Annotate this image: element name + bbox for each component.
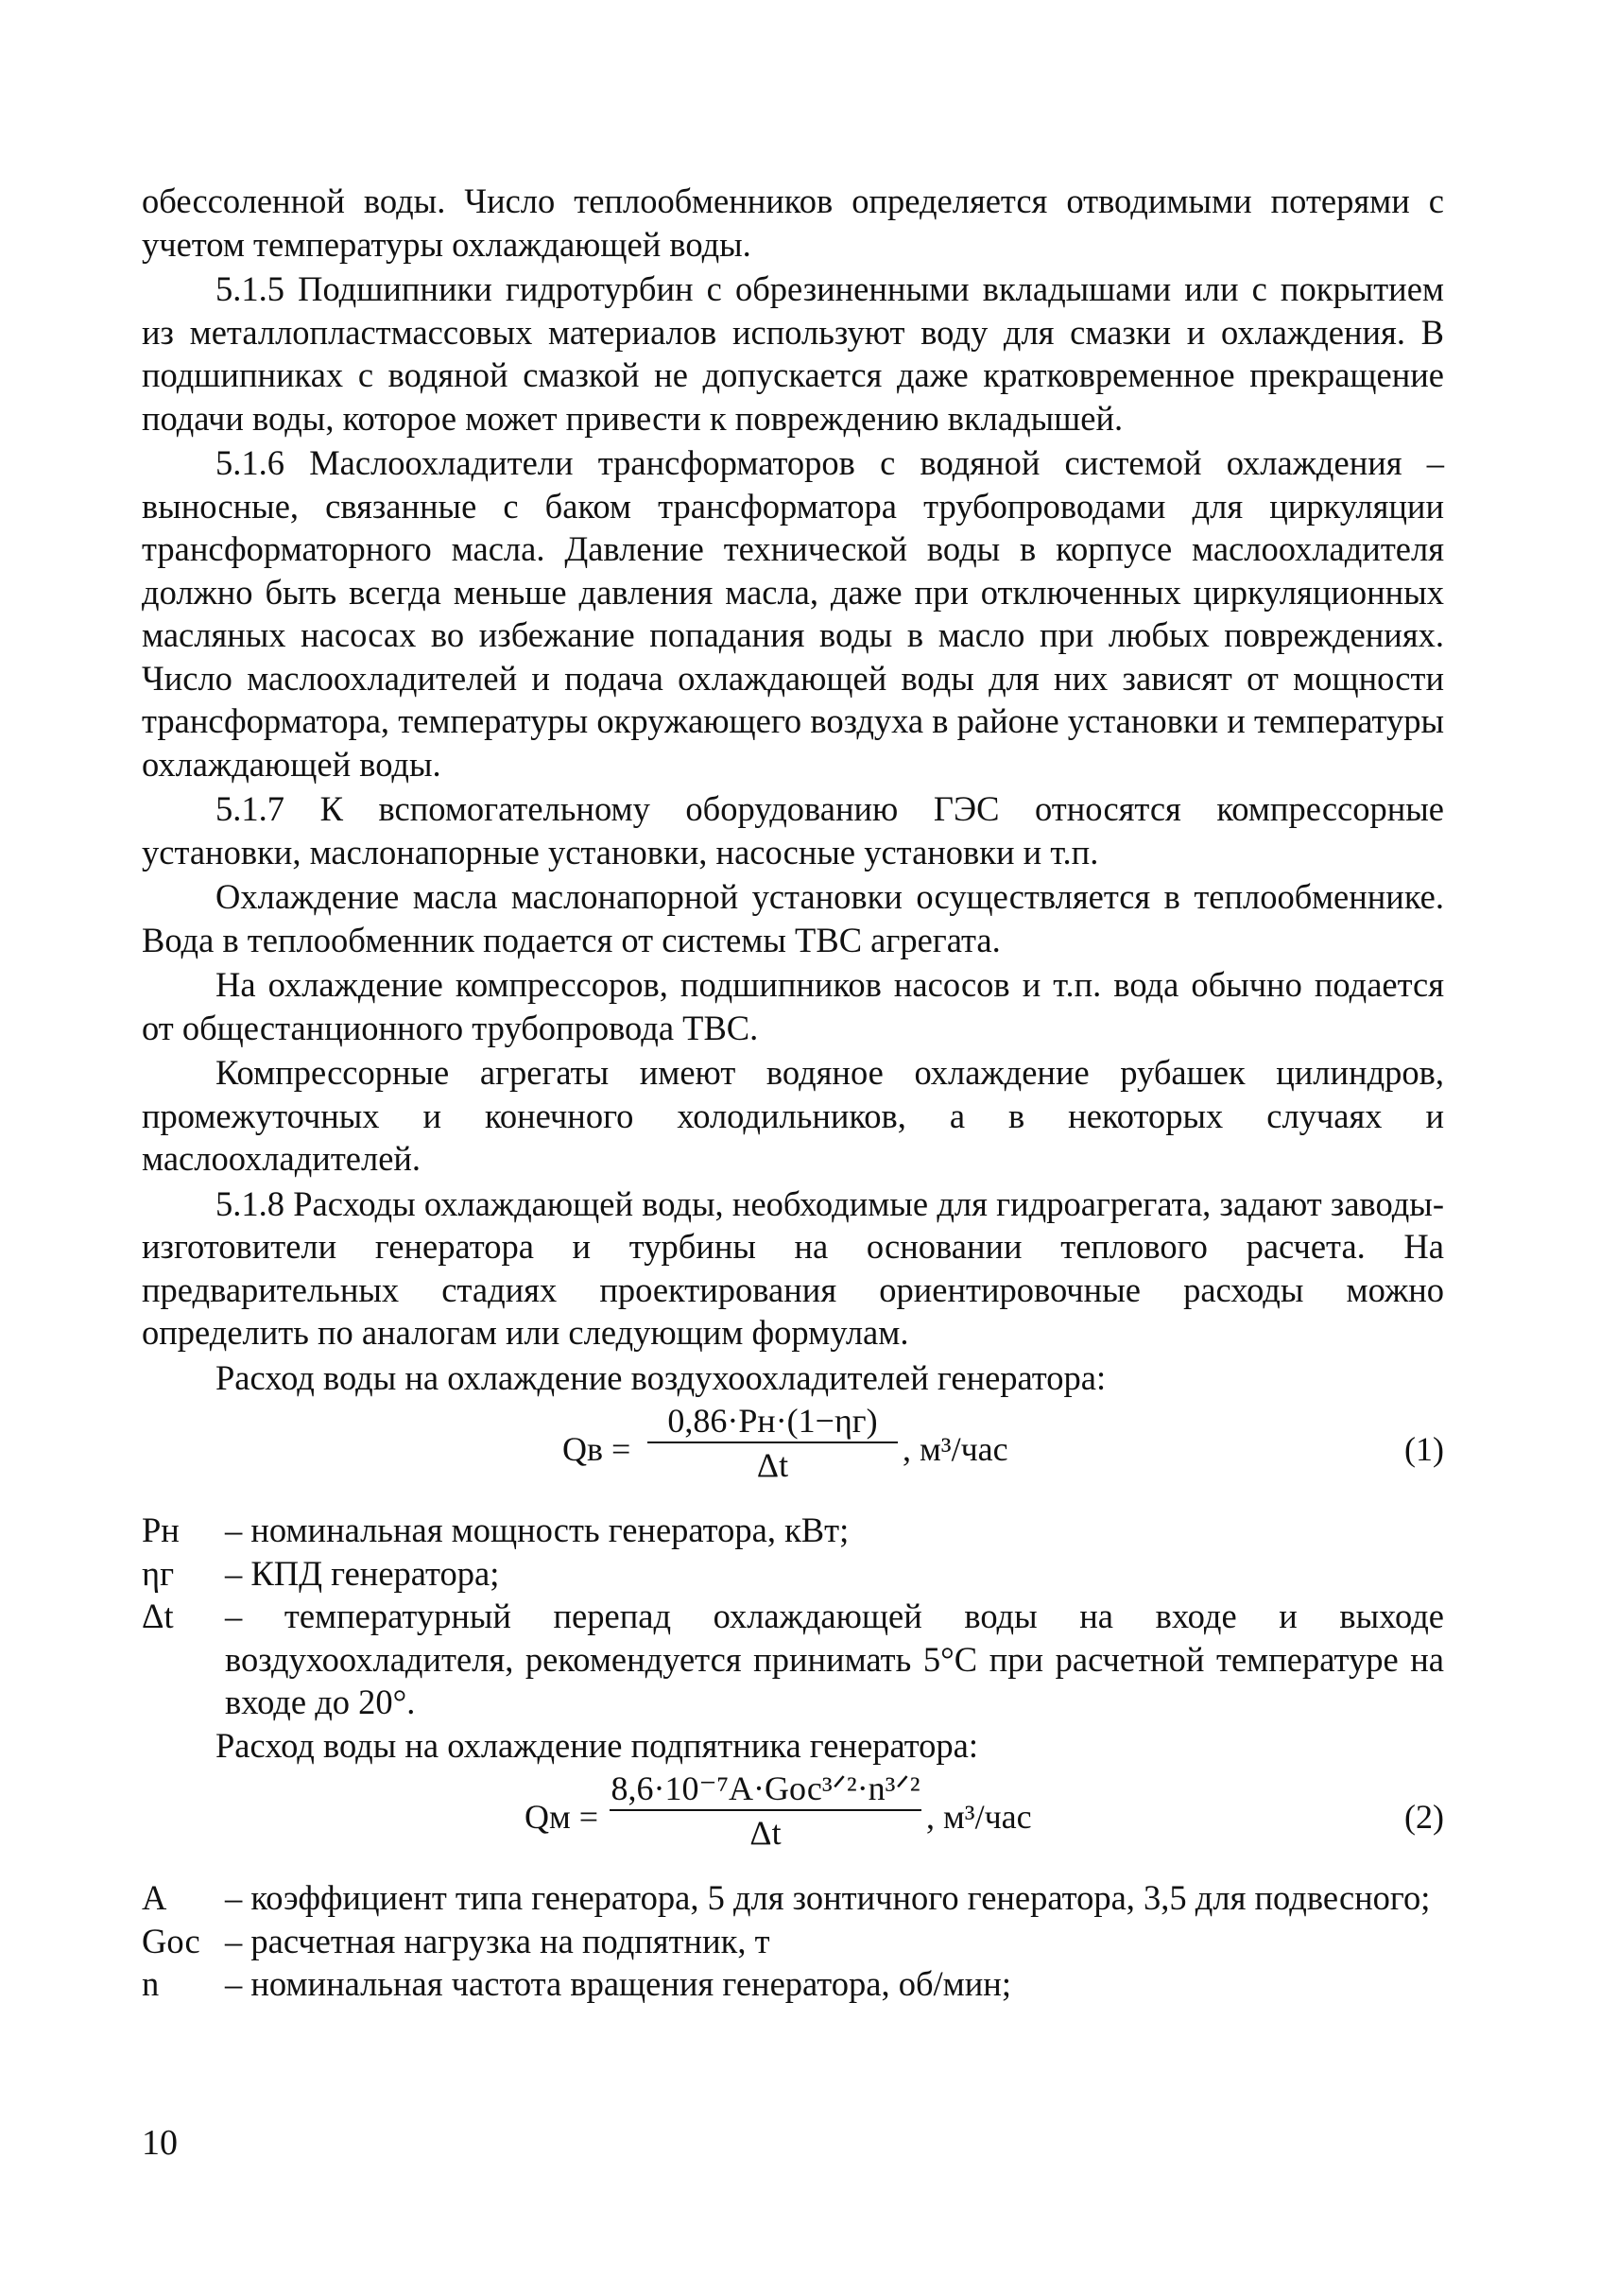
definition-text: – номинальная частота вращения генератора, об/мин; bbox=[225, 1964, 1011, 2003]
definition-symbol: Δt bbox=[142, 1597, 174, 1635]
paragraph-formula2-intro: Расход воды на охлаждение подпятника генератора: bbox=[215, 1725, 979, 1765]
definition-row bbox=[142, 1920, 1444, 1963]
definition-row bbox=[142, 1552, 1444, 1596]
paragraph-formula1-intro: Расход воды на охлаждение воздухоохладителей генератора: bbox=[215, 1357, 1107, 1397]
formula-1-fraction bbox=[647, 1401, 898, 1485]
definition-text: – температурный перепад охлаждающей воды на входе и выходе воздухоохладителя, рекомендуется принимать 5°С при расчетной температуре на входе до 20°. bbox=[225, 1597, 1444, 1721]
definition-symbol: A bbox=[142, 1878, 167, 1917]
definition-row bbox=[142, 1876, 1444, 1920]
definition-row bbox=[142, 1509, 1444, 1552]
paragraph-compressor-cooling: На охлаждение компрессоров, подшипников насосов и т.п. вода обычно подается от общестанционного трубопровода ТВС. bbox=[142, 965, 1444, 1047]
definition-row bbox=[142, 1962, 1444, 2006]
definition-text: – коэффициент типа генератора, 5 для зонтичного генератора, 3,5 для подвесного; bbox=[225, 1878, 1431, 1917]
formula-2-fraction bbox=[610, 1769, 921, 1853]
formula-2-definitions bbox=[142, 1876, 1444, 2006]
paragraph-5-1-8: 5.1.8 Расходы охлаждающей воды, необходимые для гидроагрегата, задают заводы-изготовители генератора и турбины на основании теплового расчета. На предварительных стадиях проектирования ориентировочные расходы можно определить по аналогам или следующим формулам. bbox=[142, 1183, 1444, 1352]
definition-symbol: Gос bbox=[142, 1921, 200, 1960]
fraction-bar bbox=[610, 1809, 921, 1811]
paragraph-5-1-5: 5.1.5 Подшипники гидротурбин с обрезиненными вкладышами или с покрытием из металлопластмассовых материалов используют воду для смазки и охлаждения. В подшипниках с водяной смазкой не допускается даже кратковременное прекращение подачи воды, которое может привести к повреждению вкладышей. bbox=[142, 269, 1444, 438]
formula-2-lhs: Qм = bbox=[525, 1798, 599, 1836]
page-number: 10 bbox=[142, 2123, 178, 2163]
formula-1-unit: , м³/час bbox=[903, 1430, 1008, 1468]
formula-2-denominator: Δt bbox=[749, 1814, 782, 1852]
formula-2-numerator: 8,6·10⁻⁷A·Gос³ᐟ²·n³ᐟ² bbox=[611, 1769, 920, 1807]
definition-text: – номинальная мощность генератора, кВт; bbox=[225, 1511, 850, 1549]
paragraph-compressor-units: Компрессорные агрегаты имеют водяное охлаждение рубашек цилиндров, промежуточных и конечного холодильников, а в некоторых случаях и маслоохладителей. bbox=[142, 1053, 1444, 1178]
formula-1-number: (1) bbox=[1404, 1430, 1444, 1468]
definition-text: – расчетная нагрузка на подпятник, т bbox=[225, 1921, 770, 1960]
formula-1-denominator: Δt bbox=[756, 1446, 789, 1484]
definition-text: – КПД генератора; bbox=[225, 1553, 500, 1593]
formula-2-number: (2) bbox=[1404, 1798, 1444, 1836]
definition-row bbox=[142, 1595, 1444, 1724]
page-content bbox=[142, 180, 1444, 2006]
formula-1-lhs: Qв = bbox=[562, 1430, 631, 1468]
definition-symbol: n bbox=[142, 1964, 160, 2003]
fraction-bar bbox=[647, 1441, 898, 1443]
definition-symbol: ηг bbox=[142, 1553, 175, 1593]
paragraph-oil-cooling: Охлаждение масла маслонапорной установки осуществляется в теплообменнике. Вода в теплообменник подается от системы ТВС агрегата. bbox=[142, 877, 1444, 959]
definition-symbol: Pн bbox=[142, 1511, 180, 1549]
paragraph-5-1-7: 5.1.7 К вспомогательному оборудованию ГЭС относятся компрессорные установки, маслонапорные установки, насосные установки и т.п. bbox=[142, 789, 1444, 872]
formula-2 bbox=[142, 1769, 1444, 1871]
formula-2-unit: , м³/час bbox=[926, 1798, 1032, 1836]
formula-1-definitions bbox=[142, 1509, 1444, 1724]
formula-1-numerator: 0,86·Pн·(1−ηг) bbox=[667, 1402, 878, 1440]
formula-1 bbox=[142, 1401, 1444, 1503]
paragraph-5-1-6: 5.1.6 Маслоохладители трансформаторов с водяной системой охлаждения – выносные, связанные с баком трансформатора трубопроводами для циркуляции трансформаторного масла. Давление технической воды в корпусе маслоохладителя должно быть всегда меньше давления масла, даже при отключенных циркуляционных масляных насосах во избежание попадания воды в масло при любых повреждениях. Число маслоохладителей и подача охлаждающей воды для них зависят от мощности трансформатора, температуры окружающего воздуха в районе установки и температуры охлаждающей воды. bbox=[142, 443, 1444, 784]
paragraph-intro: обессоленной воды. Число теплообменников определяется отводимыми потерями с учетом температуры охлаждающей воды. bbox=[142, 181, 1444, 264]
